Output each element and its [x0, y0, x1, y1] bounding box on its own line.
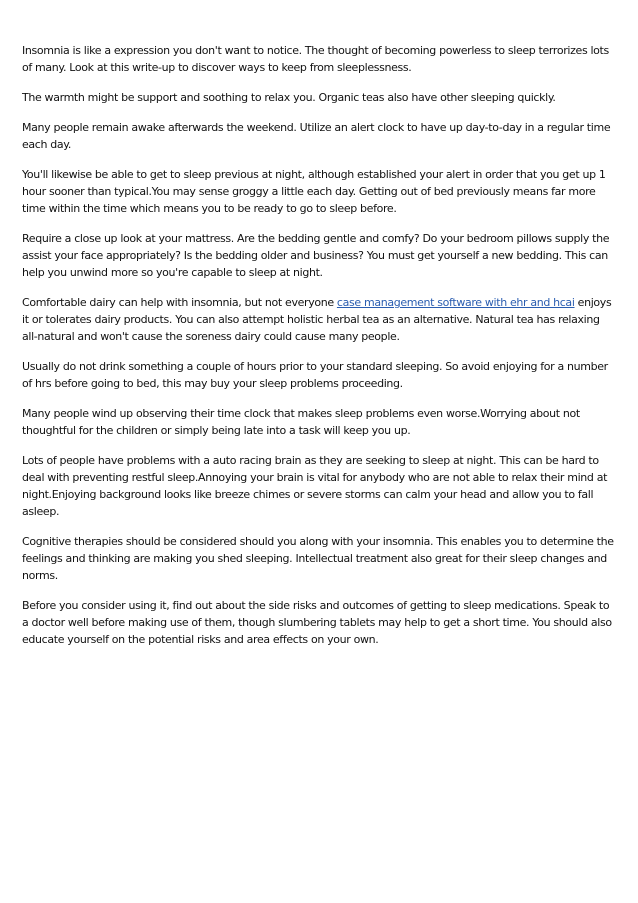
paragraph-6-text-before: Comfortable dairy can help with insomnia, but not everyone [22, 296, 337, 309]
paragraph-8: Many people wind up observing their time clock that makes sleep problems even worse.Worrying about not thoughtful for the children or simply being late into a task will keep you up. [22, 407, 580, 437]
paragraph-11: Before you consider using it, find out about the side risks and outcomes of getting to sleep medications. Speak to a doctor well before making use of them, though slumbering tablets may help to get a short time. You should also educate yourself on the potential risks and area effects on your own. [22, 599, 612, 646]
software-link[interactable]: case management software with ehr and hcai [336, 296, 575, 309]
paragraph-6-text-after: enjoys it or tolerates dairy products. You can also attempt holistic herbal tea as an alternative. Natural tea has relaxing all-natural and won't cause the soreness dairy could cause many people. [22, 296, 612, 343]
paragraph-9: Lots of people have problems with a auto racing brain as they are seeking to sleep at night. This can be hard to deal with preventing restful sleep.Annoying your brain is vital for anybody who are not able to relax their mind at night.Enjoying background looks like breeze chimes or severe storms can calm your head and allow you to fall asleep. [22, 454, 608, 518]
paragraph-3: Many people remain awake afterwards the weekend. Utilize an alert clock to have up day-to-day in a regular time each day. [22, 121, 611, 151]
paragraph-2: The warmth might be support and soothing to relax you. Organic teas also have other sleeping quickly. [22, 91, 556, 104]
paragraph-10: Cognitive therapies should be considered should you along with your insomnia. This enables you to determine the feelings and thinking are making you shed sleeping. Intellectual treatment also great for their sleep changes and norms. [22, 535, 614, 582]
paragraph-5: Require a close up look at your mattress. Are the bedding gentle and comfy? Do your bedroom pillows supply the assist your face appropriately? Is the bedding older and business? You must get yourself a new bedding. This can help you unwind more so you're capable to sleep at night. [22, 232, 610, 279]
paragraph-4: You'll likewise be able to get to sleep previous at night, although established your alert in order that you get up 1 hour sooner than typical.You may sense groggy a little each day. Getting out of bed previously means far more time within the time which means you to be ready to go to sleep before. [22, 168, 606, 215]
paragraph-6 [22, 294, 618, 345]
paragraph-1: Insomnia is like a expression you don't want to notice. The thought of becoming powerless to sleep terrorizes lots of many. Look at this write-up to discover ways to keep from sleeplessness. [22, 44, 609, 74]
document-body [22, 42, 618, 661]
paragraph-7: Usually do not drink something a couple of hours prior to your standard sleeping. So avoid enjoying for a number of hrs before going to bed, this may buy your sleep problems proceeding. [22, 360, 608, 390]
